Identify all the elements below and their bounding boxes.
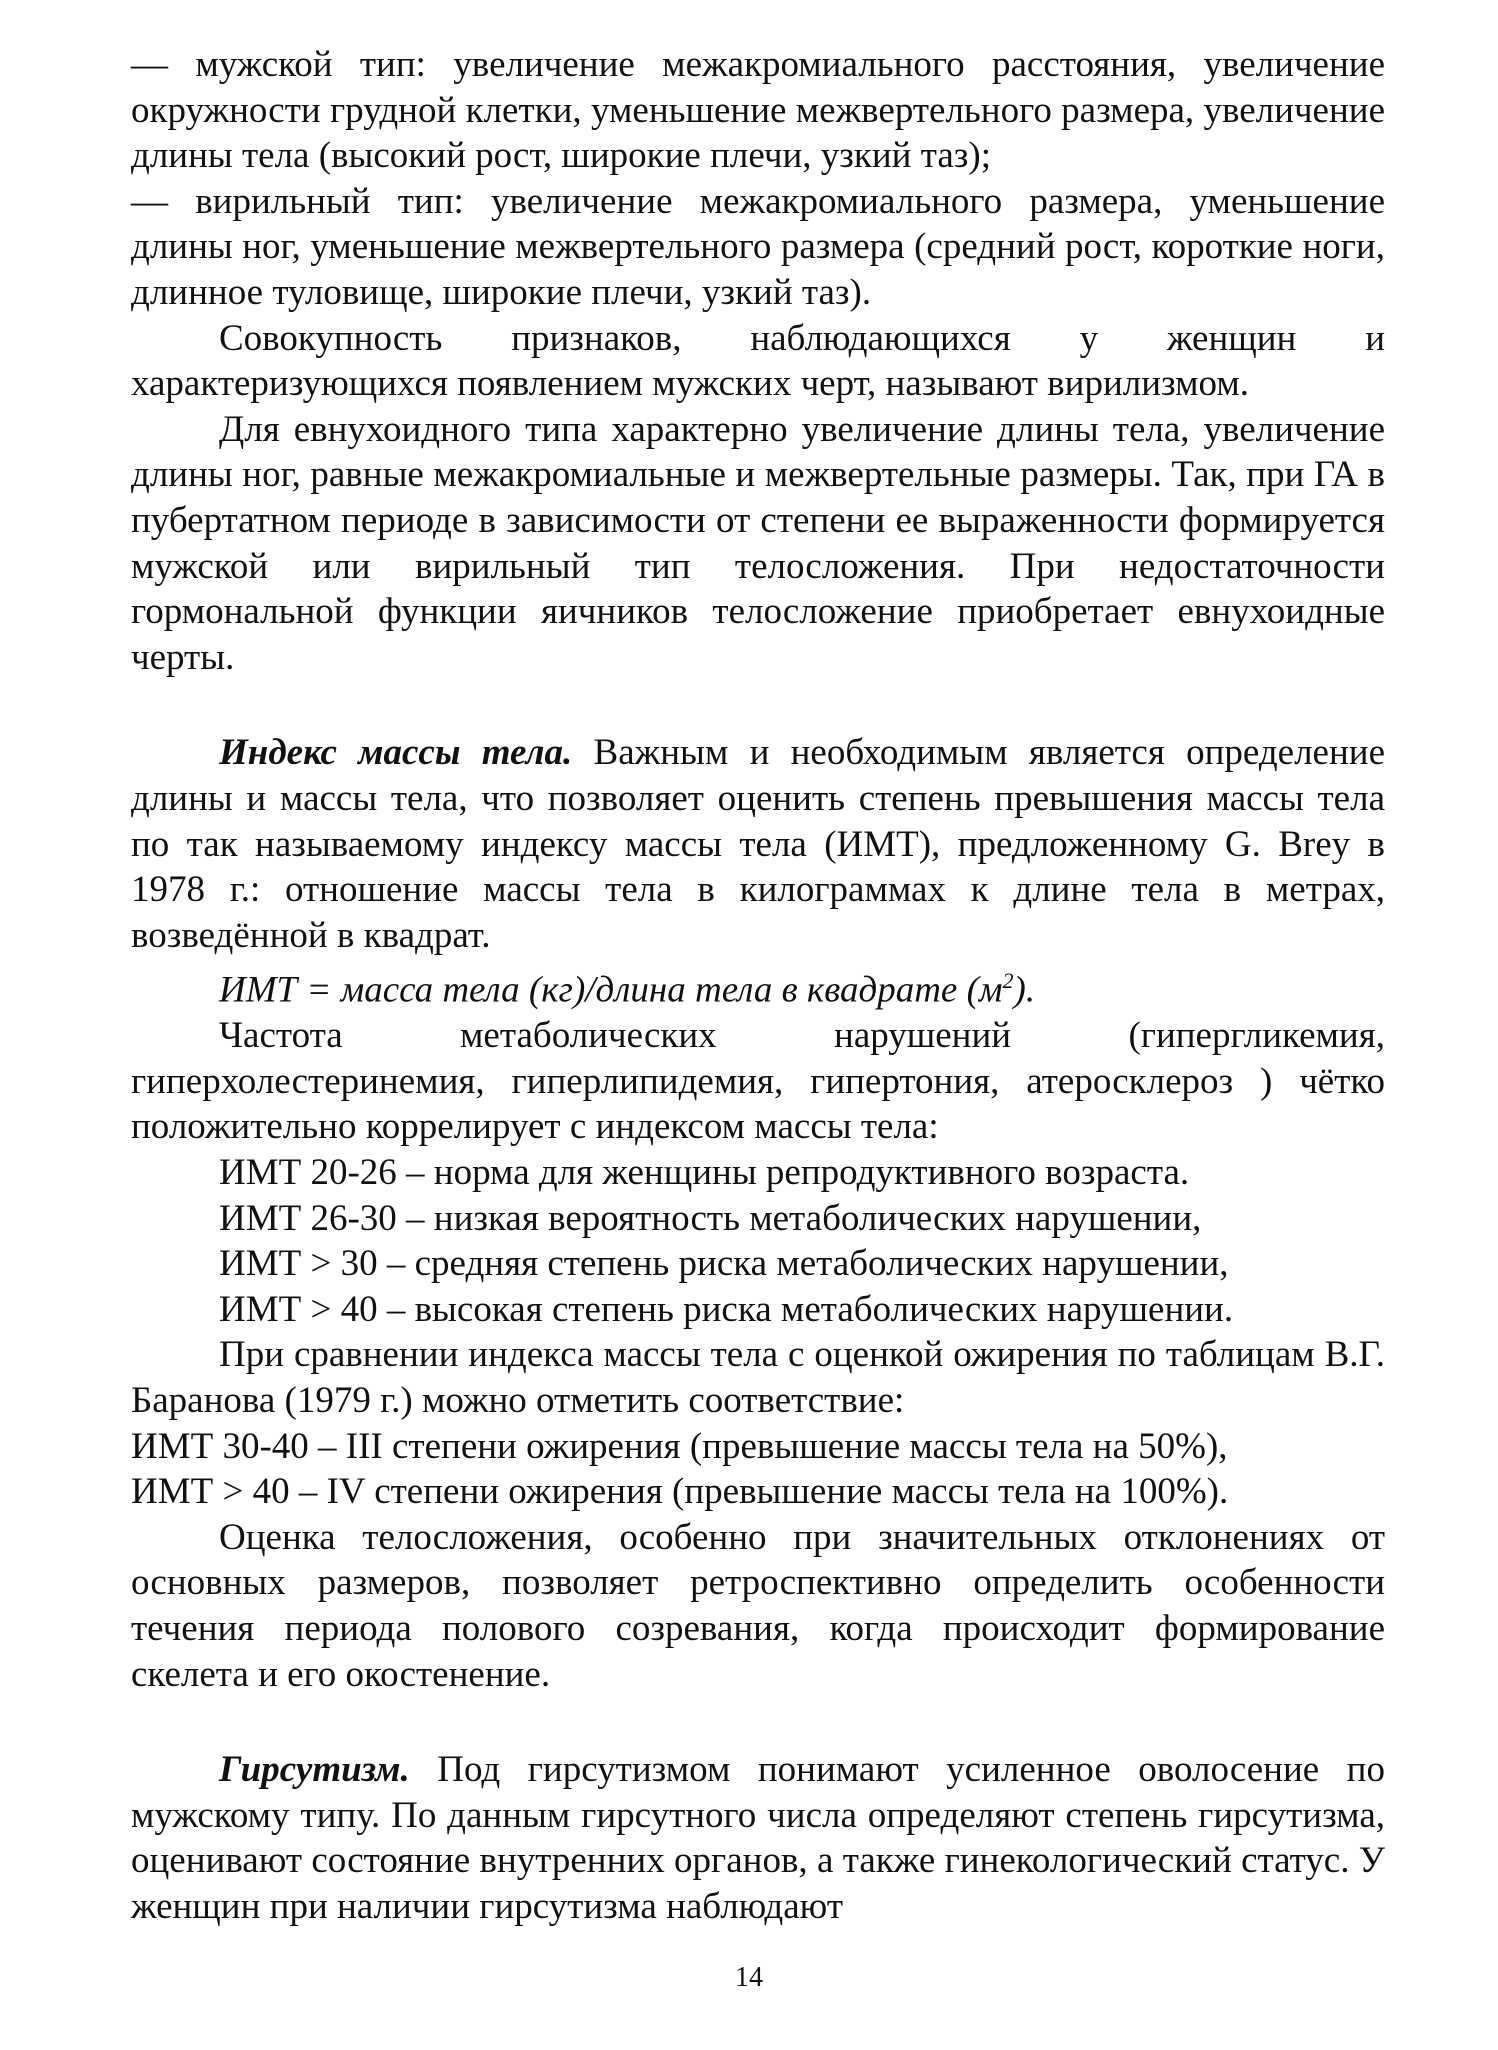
section-gap	[131, 680, 1385, 730]
paragraph-hirsutism	[131, 1747, 1385, 1929]
bmi-range-2: ИМТ 26-30 – низкая вероятность метаболических нарушении,	[219, 1197, 1202, 1239]
bmi-intro-text: Важным и необходимым является определение длины и массы тела, что позволяет оценить степень превышения массы тела по так называемому индексу массы тела (ИМТ), предложенному G. Brey в 1978 г.: отношение массы тела в килограммах к длине тела в метрах, возведённой в квадрат.	[131, 732, 1385, 956]
section-heading-hirsutism: Гирсутизм.	[219, 1749, 410, 1791]
document-page	[131, 42, 1385, 1929]
obesity-degree-4: ИМТ > 40 – IV степени ожирения (превышение массы тела на 100%).	[131, 1471, 1229, 1513]
bmi-formula-exponent: 2	[1002, 968, 1014, 994]
paragraph-male-type: — мужской тип: увеличение межакромиального расстояния, увеличение окружности грудной клетки, уменьшение межвертельного размера, увеличение длины тела (высокий рост, широкие плечи, узкий таз);	[131, 44, 1385, 177]
bmi-formula-end: ).	[1013, 969, 1036, 1011]
paragraph-virile-type: — вирильный тип: увеличение межакромиального размера, уменьшение длины ног, уменьшение межвертельного размера (средний рост, короткие ноги, длинное туловище, широкие плечи, узкий таз).	[131, 180, 1385, 313]
paragraph-eunuchoid-type: Для евнухоидного типа характерно увеличение длины тела, увеличение длины ног, равные межакромиальные и межвертельные размеры. Так, при ГА в пубертатном периоде в зависимости от степени ее выраженности формируется мужской или вирильный тип телосложения. При недостаточности гормональной функции яичников телосложение приобретает евнухоидные черты.	[131, 408, 1385, 678]
hirsutism-text: Под гирсутизмом понимают усиленное оволосение по мужскому типу. По данным гирсутного числа определяют степень гирсутизма, оценивают состояние внутренних органов, а также гинекологический статус. У женщин при наличии гирсутизма наблюдают	[131, 1749, 1385, 1927]
paragraph-metabolic-frequency: Частота метаболических нарушений (гипергликемия, гиперхолестеринемия, гиперлипидемия, гипертония, атеросклероз ) чётко положительно коррелирует с индексом массы тела:	[131, 1015, 1385, 1148]
bmi-range-3: ИМТ > 30 – средняя степень риска метаболических нарушении,	[219, 1243, 1229, 1285]
paragraph-bmi	[131, 730, 1385, 958]
section-heading-bmi: Индекс массы тела.	[219, 732, 573, 774]
bmi-formula-main: ИМТ = масса тела (кг)/длина тела в квадрате (м	[219, 969, 1003, 1011]
bmi-range-4: ИМТ > 40 – высокая степень риска метаболических нарушении.	[219, 1288, 1234, 1330]
obesity-degree-3: ИМТ 30-40 – III степени ожирения (превышение массы тела на 50%),	[131, 1425, 1228, 1467]
paragraph-virilism: Совокупность признаков, наблюдающихся у женщин и характеризующихся появлением мужских черт, называют вирилизмом.	[131, 317, 1385, 405]
paragraph-body-assessment: Оценка телосложения, особенно при значительных отклонениях от основных размеров, позволяет ретроспективно определить особенности течения периода полового созревания, когда происходит формирование скелета и его окостенение.	[131, 1516, 1385, 1695]
paragraph-baranov-comparison: При сравнении индекса массы тела с оценкой ожирения по таблицам В.Г. Баранова (1979 г.) можно отметить соответствие:	[131, 1334, 1385, 1421]
bmi-formula	[131, 958, 1385, 1013]
page-number: 14	[735, 1962, 763, 1993]
section-gap	[131, 1697, 1385, 1747]
bmi-range-1: ИМТ 20-26 – норма для женщины репродуктивного возраста.	[219, 1151, 1190, 1193]
